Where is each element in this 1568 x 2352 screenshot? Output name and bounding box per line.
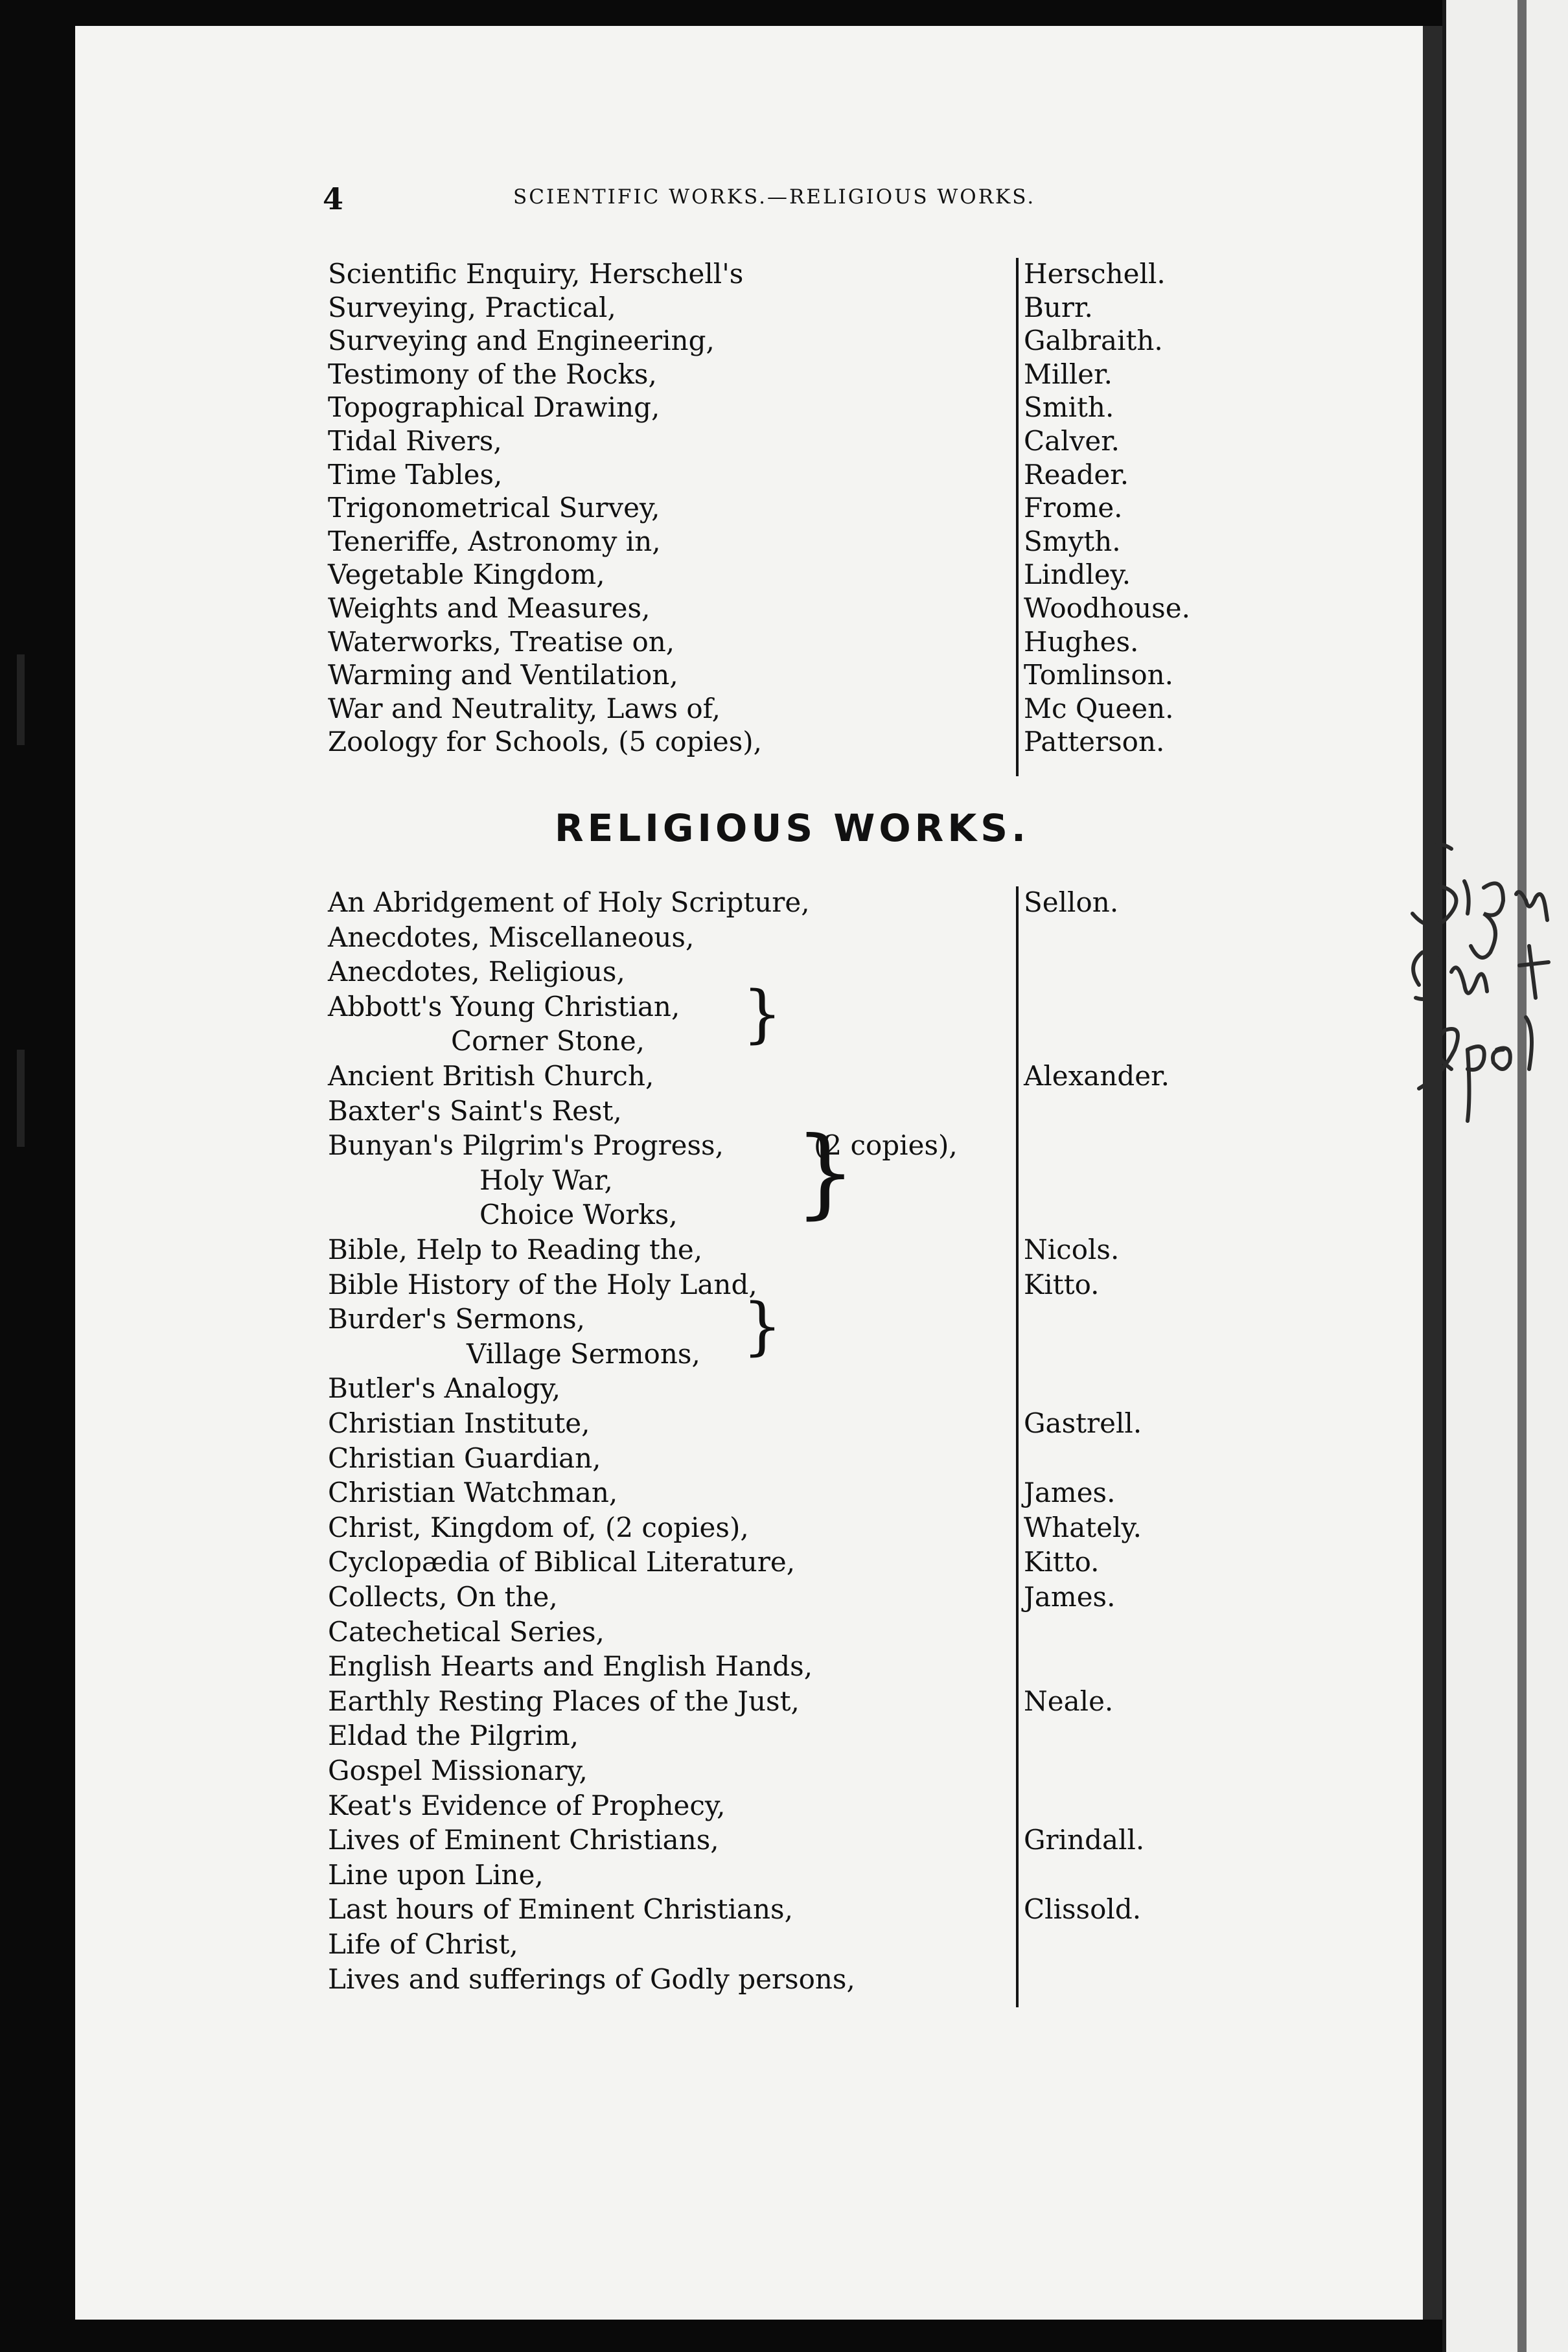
religious-works-list	[328, 886, 1235, 2014]
book-title: Last hours of Eminent Christians,	[328, 1893, 793, 1926]
book-author: Lindley.	[1024, 559, 1131, 591]
list-item	[328, 459, 1235, 494]
book-author: Reader.	[1024, 458, 1129, 490]
book-author: Smyth.	[1024, 525, 1121, 557]
book-title: Cyclopædia of Biblical Literature,	[328, 1546, 796, 1578]
book-title: Teneriffe, Astronomy in,	[328, 525, 661, 557]
list-item	[328, 1755, 1235, 1790]
list-item	[328, 1616, 1235, 1651]
list-item	[328, 1512, 1235, 1547]
list-item	[328, 292, 1235, 327]
book-author: Herschell.	[1024, 258, 1166, 290]
book-title: Line upon Line,	[328, 1858, 544, 1891]
margin-mark	[17, 1050, 25, 1147]
book-title: Anecdotes, Miscellaneous,	[328, 921, 695, 953]
list-item	[328, 525, 1235, 560]
book-title: Choice Works,	[479, 1199, 678, 1231]
list-item	[328, 1234, 1235, 1269]
list-item	[328, 1164, 1235, 1199]
book-title: Butler's Analogy,	[328, 1372, 561, 1405]
book-author: Tomlinson.	[1024, 659, 1174, 691]
book-title: Topographical Drawing,	[328, 391, 660, 424]
book-title: Keat's Evidence of Prophecy,	[328, 1789, 726, 1821]
book-author: Gastrell.	[1024, 1407, 1142, 1439]
list-item	[328, 1650, 1235, 1685]
book-title: Weights and Measures,	[328, 592, 651, 624]
book-author: James.	[1024, 1477, 1116, 1509]
grouping-brace: }	[743, 977, 783, 1050]
book-author: Mc Queen.	[1024, 692, 1174, 724]
book-title: Lives of Eminent Christians,	[328, 1824, 719, 1856]
book-author: Miller.	[1024, 358, 1113, 390]
book-author: Neale.	[1024, 1685, 1114, 1717]
grouping-brace: }	[743, 1290, 783, 1363]
list-item	[328, 1372, 1235, 1407]
book-title: Abbott's Young Christian,	[328, 990, 680, 1022]
list-item	[328, 1546, 1235, 1581]
book-title: Ancient British Church,	[328, 1060, 654, 1092]
book-title: Bible, Help to Reading the,	[328, 1234, 703, 1265]
book-title: Testimony of the Rocks,	[328, 358, 657, 390]
book-author: Kitto.	[1024, 1268, 1100, 1300]
list-item	[328, 726, 1235, 761]
book-title: Time Tables,	[328, 458, 503, 490]
list-item	[328, 886, 1235, 921]
book-author: Hughes.	[1024, 625, 1139, 658]
book-title: An Abridgement of Holy Scripture,	[328, 886, 810, 918]
list-item	[328, 693, 1235, 728]
list-item	[328, 1477, 1235, 1512]
list-item	[328, 325, 1235, 360]
scientific-works-list	[328, 258, 1235, 776]
book-title: Christ, Kingdom of, (2 copies),	[328, 1511, 749, 1543]
book-title: Vegetable Kingdom,	[328, 559, 605, 591]
book-title: Surveying and Engineering,	[328, 325, 715, 357]
copies-note: (2 copies),	[814, 1129, 958, 1162]
margin-mark	[17, 654, 25, 745]
list-item	[328, 659, 1235, 694]
list-item	[328, 1824, 1235, 1859]
book-title: Anecdotes, Religious,	[328, 956, 625, 988]
handwritten-signature	[1406, 836, 1568, 1127]
book-title: Waterworks, Treatise on,	[328, 625, 675, 658]
list-item	[328, 559, 1235, 594]
book-title: Bible History of the Holy Land,	[328, 1268, 757, 1300]
list-item	[328, 1859, 1235, 1894]
list-item	[328, 1129, 1235, 1164]
page-header	[323, 181, 1165, 214]
book-title: Collects, On the,	[328, 1581, 558, 1613]
book-author: Patterson.	[1024, 726, 1165, 758]
book-author: Frome.	[1024, 492, 1123, 524]
book-title: Earthly Resting Places of the Just,	[328, 1685, 800, 1717]
book-title: Scientific Enquiry, Herschell's	[328, 258, 744, 290]
book-title: Gospel Missionary,	[328, 1755, 588, 1786]
list-item	[328, 358, 1235, 393]
book-title: Baxter's Saint's Rest,	[328, 1094, 622, 1127]
list-item	[328, 1928, 1235, 1963]
book-title: Christian Watchman,	[328, 1477, 618, 1509]
book-author: Alexander.	[1024, 1060, 1170, 1092]
section-heading: RELIGIOUS WORKS.	[555, 806, 1030, 850]
book-title: Lives and sufferings of Godly persons,	[328, 1963, 855, 1995]
book-spine	[1442, 0, 1568, 2352]
list-item	[328, 258, 1235, 293]
book-author: Kitto.	[1024, 1546, 1100, 1578]
book-author: Clissold.	[1024, 1893, 1142, 1926]
list-item	[328, 1407, 1235, 1442]
page-number: 4	[323, 181, 344, 216]
grouping-brace: }	[794, 1116, 857, 1230]
list-item	[328, 1199, 1235, 1234]
book-author: Woodhouse.	[1024, 592, 1190, 624]
book-author: Smith.	[1024, 391, 1114, 424]
book-author: Galbraith.	[1024, 325, 1163, 357]
book-author: James.	[1024, 1581, 1116, 1613]
list-item	[328, 1060, 1235, 1095]
book-title: War and Neutrality, Laws of,	[328, 692, 721, 724]
book-title: Catechetical Series,	[328, 1615, 605, 1648]
book-title: Life of Christ,	[328, 1928, 518, 1960]
book-title: Bunyan's Pilgrim's Progress,	[328, 1129, 724, 1162]
list-item	[328, 1893, 1235, 1928]
book-author: Grindall.	[1024, 1824, 1145, 1856]
book-title: Eldad the Pilgrim,	[328, 1720, 579, 1752]
book-title: English Hearts and English Hands,	[328, 1650, 813, 1683]
list-item	[328, 592, 1235, 627]
book-author: Burr.	[1024, 291, 1093, 323]
list-item	[328, 921, 1235, 956]
book-title: Surveying, Practical,	[328, 291, 616, 323]
list-item	[328, 492, 1235, 527]
book-title: Village Sermons,	[467, 1337, 700, 1370]
spine-shadow	[1517, 0, 1527, 2352]
list-item	[328, 425, 1235, 460]
list-item	[328, 626, 1235, 661]
list-item	[328, 1963, 1235, 1998]
book-title: Holy War,	[479, 1164, 613, 1196]
book-title: Christian Guardian,	[328, 1442, 601, 1474]
book-title: Christian Institute,	[328, 1407, 590, 1439]
book-title: Corner Stone,	[451, 1025, 645, 1057]
book-author: Whately.	[1024, 1511, 1142, 1543]
book-title: Zoology for Schools, (5 copies),	[328, 726, 763, 758]
list-item	[328, 1581, 1235, 1616]
book-author: Calver.	[1024, 425, 1120, 457]
list-item	[328, 1095, 1235, 1130]
book-title: Warming and Ventilation,	[328, 659, 678, 691]
book-author: Nicols.	[1024, 1234, 1120, 1265]
book-title: Burder's Sermons,	[328, 1303, 586, 1335]
book-title: Tidal Rivers,	[328, 425, 502, 457]
list-item	[328, 1442, 1235, 1477]
list-item	[328, 1790, 1235, 1825]
list-item	[328, 1720, 1235, 1755]
book-title: Trigonometrical Survey,	[328, 492, 660, 524]
list-item	[328, 1685, 1235, 1720]
list-item	[328, 391, 1235, 426]
running-title: SCIENTIFIC WORKS.—RELIGIOUS WORKS.	[513, 185, 1036, 209]
book-author: Sellon.	[1024, 886, 1119, 918]
